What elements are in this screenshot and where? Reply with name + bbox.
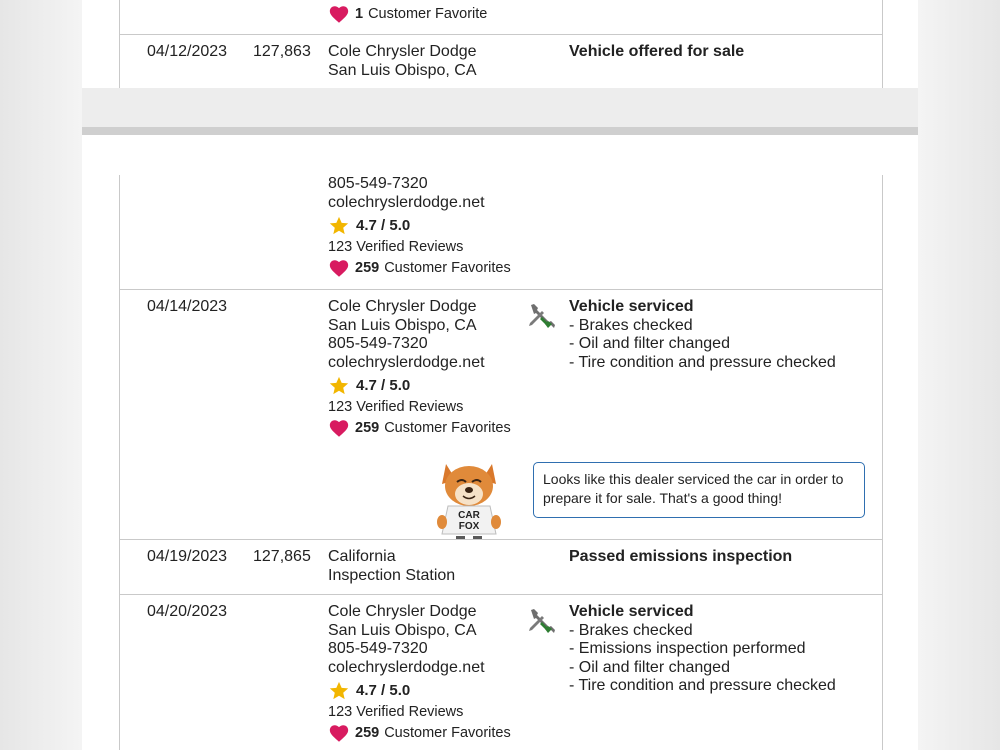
previous-favorites: [328, 3, 487, 25]
service-item: - Brakes checked: [569, 316, 693, 334]
dealer-rating: [328, 215, 511, 237]
favorites-count: 259: [355, 419, 380, 436]
entry-date: 04/14/2023: [147, 298, 228, 315]
background-right: [918, 0, 1000, 750]
favorites-count: 1: [355, 5, 364, 22]
star-icon: [328, 215, 350, 237]
service-item: - Brakes checked: [569, 621, 693, 639]
source-line: San Luis Obispo, CA: [328, 316, 477, 334]
star-icon: [328, 680, 350, 702]
mascot-shirt-line: CAR: [458, 510, 480, 521]
row-divider: [120, 34, 882, 35]
service-wrench-icon: [526, 606, 556, 636]
rating-value: 4.7 / 5.0: [356, 216, 411, 234]
carfox-mascot: [432, 458, 506, 540]
service-item: - Oil and filter changed: [569, 335, 730, 352]
row-divider: [120, 539, 882, 540]
entry-date: 04/19/2023: [147, 548, 228, 565]
heart-icon: [328, 722, 350, 744]
favorites-count: 259: [355, 259, 380, 276]
entry-comment: [569, 298, 836, 372]
service-item: - Emissions inspection performed: [569, 640, 806, 657]
entry-source: [328, 298, 511, 439]
rating-value: 4.7 / 5.0: [356, 681, 411, 699]
service-item: - Oil and filter changed: [569, 658, 730, 676]
entry-source: [328, 43, 477, 80]
source-line: Inspection Station: [328, 566, 456, 584]
continued-source: [328, 175, 511, 279]
favorites-label: Customer Favorites: [384, 259, 511, 276]
history-table-top: [119, 0, 883, 88]
dealer-favorites: [328, 722, 511, 744]
carfox-callout: Looks like this dealer serviced the car in order to prepare it for sale. That's a good thing!: [533, 462, 865, 518]
entry-comment: [569, 603, 836, 696]
comment-title: Vehicle offered for sale: [569, 43, 745, 60]
favorites-label: Customer Favorites: [384, 724, 511, 741]
entry-mileage: 127,863: [253, 43, 311, 60]
service-item: - Tire condition and pressure checked: [569, 353, 836, 371]
row-divider: [120, 594, 882, 595]
page-separator: [82, 127, 918, 135]
favorites-label: Customer Favorite: [368, 5, 488, 22]
entry-comment: [569, 43, 744, 62]
entry-date: 04/12/2023: [147, 43, 228, 60]
heart-icon: [328, 257, 350, 279]
dealer-favorites: [328, 417, 511, 439]
service-wrench-icon: [526, 301, 556, 331]
entry-mileage: 127,865: [253, 548, 311, 565]
source-line: Cole Chrysler Dodge: [328, 298, 477, 315]
dealer-website: colechryslerdodge.net: [328, 658, 485, 676]
source-line: San Luis Obispo, CA: [328, 61, 477, 79]
star-icon: [328, 375, 350, 397]
rating-value: 4.7 / 5.0: [356, 376, 411, 394]
dealer-favorites: [328, 257, 511, 279]
dealer-website: colechryslerdodge.net: [328, 193, 485, 211]
service-item: - Tire condition and pressure checked: [569, 677, 836, 694]
dealer-website: colechryslerdodge.net: [328, 353, 485, 371]
comment-title: Vehicle serviced: [569, 603, 694, 620]
entry-date: 04/20/2023: [147, 603, 228, 620]
dealer-phone: 805-549-7320: [328, 640, 428, 657]
source-line: Cole Chrysler Dodge: [328, 603, 477, 620]
dealer-phone: 805-549-7320: [328, 175, 428, 192]
report-page-top: [82, 0, 918, 88]
report-page-bottom: [82, 135, 918, 750]
row-divider: [120, 289, 882, 290]
entry-source: [328, 548, 455, 585]
favorites-count: 259: [355, 724, 380, 741]
comment-title: Vehicle serviced: [569, 298, 694, 315]
comment-title: Passed emissions inspection: [569, 548, 793, 565]
mascot-shirt-line: FOX: [458, 521, 480, 532]
favorites-label: Customer Favorites: [384, 419, 511, 436]
heart-icon: [328, 3, 350, 25]
dealer-phone: 805-549-7320: [328, 335, 428, 352]
background-left: [0, 0, 82, 750]
source-line: California: [328, 548, 396, 565]
review-count: 123 Verified Reviews: [328, 239, 464, 255]
source-line: Cole Chrysler Dodge: [328, 43, 477, 60]
heart-icon: [328, 417, 350, 439]
review-count: 123 Verified Reviews: [328, 704, 464, 720]
source-line: San Luis Obispo, CA: [328, 621, 477, 639]
entry-comment: [569, 548, 792, 567]
entry-source: [328, 603, 511, 744]
history-table: [119, 175, 883, 750]
dealer-rating: [328, 375, 511, 397]
review-count: 123 Verified Reviews: [328, 399, 464, 415]
dealer-rating: [328, 680, 511, 702]
